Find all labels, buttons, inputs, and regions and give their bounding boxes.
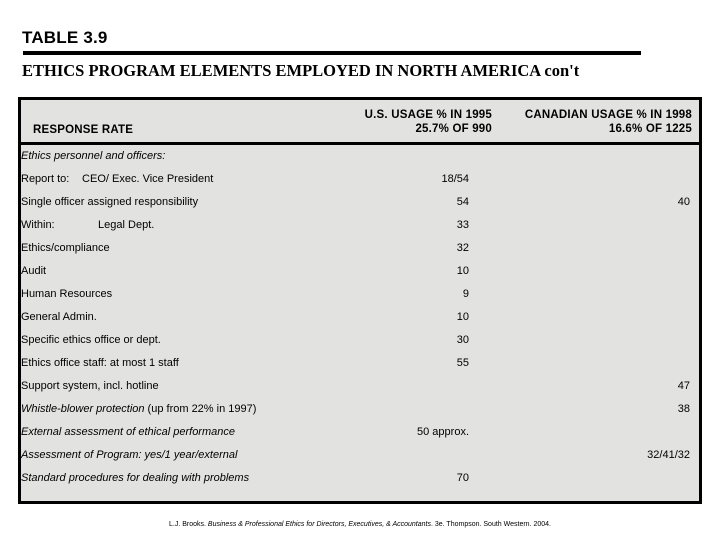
row-us-value: 10 bbox=[456, 265, 469, 277]
row-label-text: Within: bbox=[21, 219, 55, 231]
row-label-text: Ethics office staff: at most 1 staff bbox=[21, 357, 179, 369]
ethics-program-table bbox=[21, 100, 699, 490]
row-canadian-value: 32/41/32 bbox=[647, 449, 690, 461]
row-us-value: 30 bbox=[456, 334, 469, 346]
row-label bbox=[21, 237, 349, 260]
row-canadian-value: 38 bbox=[677, 403, 690, 415]
header-response-rate: RESPONSE RATE bbox=[21, 100, 349, 144]
table-row bbox=[21, 260, 699, 283]
header-canadian-usage bbox=[501, 100, 699, 144]
table-row bbox=[21, 237, 699, 260]
header-us-usage bbox=[349, 100, 501, 144]
table-row bbox=[21, 191, 699, 214]
header-us-line2: 25.7% OF 990 bbox=[415, 123, 492, 135]
row-label bbox=[21, 306, 349, 329]
table-subtitle: ETHICS PROGRAM ELEMENTS EMPLOYED IN NORTH AMERICA con't bbox=[22, 61, 580, 80]
row-us-value: 70 bbox=[456, 472, 469, 484]
row-canadian-value bbox=[501, 214, 699, 237]
row-us-value bbox=[349, 444, 501, 467]
table-number: TABLE 3.9 bbox=[22, 28, 108, 47]
row-canadian-value bbox=[501, 329, 699, 352]
row-label bbox=[21, 191, 349, 214]
table-row bbox=[21, 329, 699, 352]
row-canadian-value bbox=[501, 421, 699, 444]
row-canadian-value bbox=[501, 352, 699, 375]
table-row bbox=[21, 168, 699, 191]
row-canadian-value bbox=[501, 260, 699, 283]
table-row bbox=[21, 214, 699, 237]
table-row bbox=[21, 283, 699, 306]
row-us-value: 9 bbox=[462, 288, 469, 300]
row-canadian-value bbox=[501, 144, 699, 169]
header-canadian-line2: 16.6% OF 1225 bbox=[608, 123, 692, 135]
row-us-value: 55 bbox=[456, 357, 469, 369]
citation-author: L.J. Brooks. bbox=[169, 521, 208, 528]
table-body bbox=[21, 144, 699, 491]
title-block bbox=[22, 28, 682, 81]
table-row bbox=[21, 352, 699, 375]
row-label-text: Specific ethics office or dept. bbox=[21, 334, 161, 346]
row-us-value bbox=[349, 375, 501, 398]
row-label-detail: General Admin. bbox=[21, 311, 97, 323]
row-us-value: 32 bbox=[456, 242, 469, 254]
row-canadian-value bbox=[501, 168, 699, 191]
row-label bbox=[21, 168, 349, 191]
row-us-value bbox=[349, 398, 501, 421]
table-row bbox=[21, 306, 699, 329]
row-canadian-value bbox=[501, 467, 699, 490]
row-label-text: Support system, incl. hotline bbox=[21, 380, 159, 392]
row-label bbox=[21, 283, 349, 306]
table-row bbox=[21, 467, 699, 490]
row-label bbox=[21, 214, 349, 237]
row-label-text: Ethics personnel and officers: bbox=[21, 150, 166, 162]
row-us-value: 10 bbox=[456, 311, 469, 323]
row-label-text: Whistle-blower protection bbox=[21, 403, 145, 415]
row-canadian-value: 40 bbox=[677, 196, 690, 208]
row-label-detail: CEO/ Exec. Vice President bbox=[79, 173, 214, 185]
row-label-text: Report to: bbox=[21, 173, 70, 185]
title-divider bbox=[23, 51, 641, 55]
row-canadian-value: 47 bbox=[677, 380, 690, 392]
header-canadian-line1: CANADIAN USAGE % IN 1998 bbox=[524, 109, 692, 121]
row-label bbox=[21, 144, 349, 169]
row-label bbox=[21, 260, 349, 283]
row-us-value: 33 bbox=[456, 219, 469, 231]
row-canadian-value bbox=[501, 306, 699, 329]
citation-work-title: Business & Professional Ethics for Directors, Executives, & Accountants bbox=[207, 521, 431, 528]
source-citation bbox=[0, 520, 720, 530]
table-row bbox=[21, 375, 699, 398]
row-label-text: Assessment of Program: bbox=[21, 449, 142, 461]
table-header-row bbox=[21, 100, 699, 144]
row-canadian-value bbox=[501, 283, 699, 306]
header-us-line1: U.S. USAGE % IN 1995 bbox=[364, 109, 492, 121]
row-label bbox=[21, 444, 349, 467]
row-label bbox=[21, 398, 349, 421]
row-label-detail: Audit bbox=[21, 265, 47, 277]
table-row bbox=[21, 144, 699, 169]
row-label bbox=[21, 421, 349, 444]
table-row bbox=[21, 444, 699, 467]
row-label bbox=[21, 375, 349, 398]
row-label bbox=[21, 467, 349, 490]
row-label-detail: Ethics/compliance bbox=[21, 242, 110, 254]
row-label-text: External assessment of ethical performance bbox=[21, 426, 235, 438]
row-us-value: 50 approx. bbox=[417, 426, 469, 438]
row-label-detail: yes/1 year/external bbox=[141, 449, 238, 461]
row-label-detail: Human Resources bbox=[21, 288, 113, 300]
row-us-value: 54 bbox=[456, 196, 469, 208]
row-label bbox=[21, 352, 349, 375]
table-row bbox=[21, 421, 699, 444]
row-canadian-value bbox=[501, 237, 699, 260]
row-us-value bbox=[349, 144, 501, 169]
row-label-text: Standard procedures for dealing with problems bbox=[21, 472, 250, 484]
row-label-text: Single officer assigned responsibility bbox=[21, 196, 199, 208]
row-label-detail: Legal Dept. bbox=[95, 219, 155, 231]
row-us-value: 18/54 bbox=[441, 173, 469, 185]
data-table-frame bbox=[18, 97, 702, 504]
row-label-detail: (up from 22% in 1997) bbox=[144, 403, 257, 415]
citation-publisher: . 3e. Thompson. South Western. 2004. bbox=[430, 521, 551, 528]
table-row bbox=[21, 398, 699, 421]
row-label bbox=[21, 329, 349, 352]
